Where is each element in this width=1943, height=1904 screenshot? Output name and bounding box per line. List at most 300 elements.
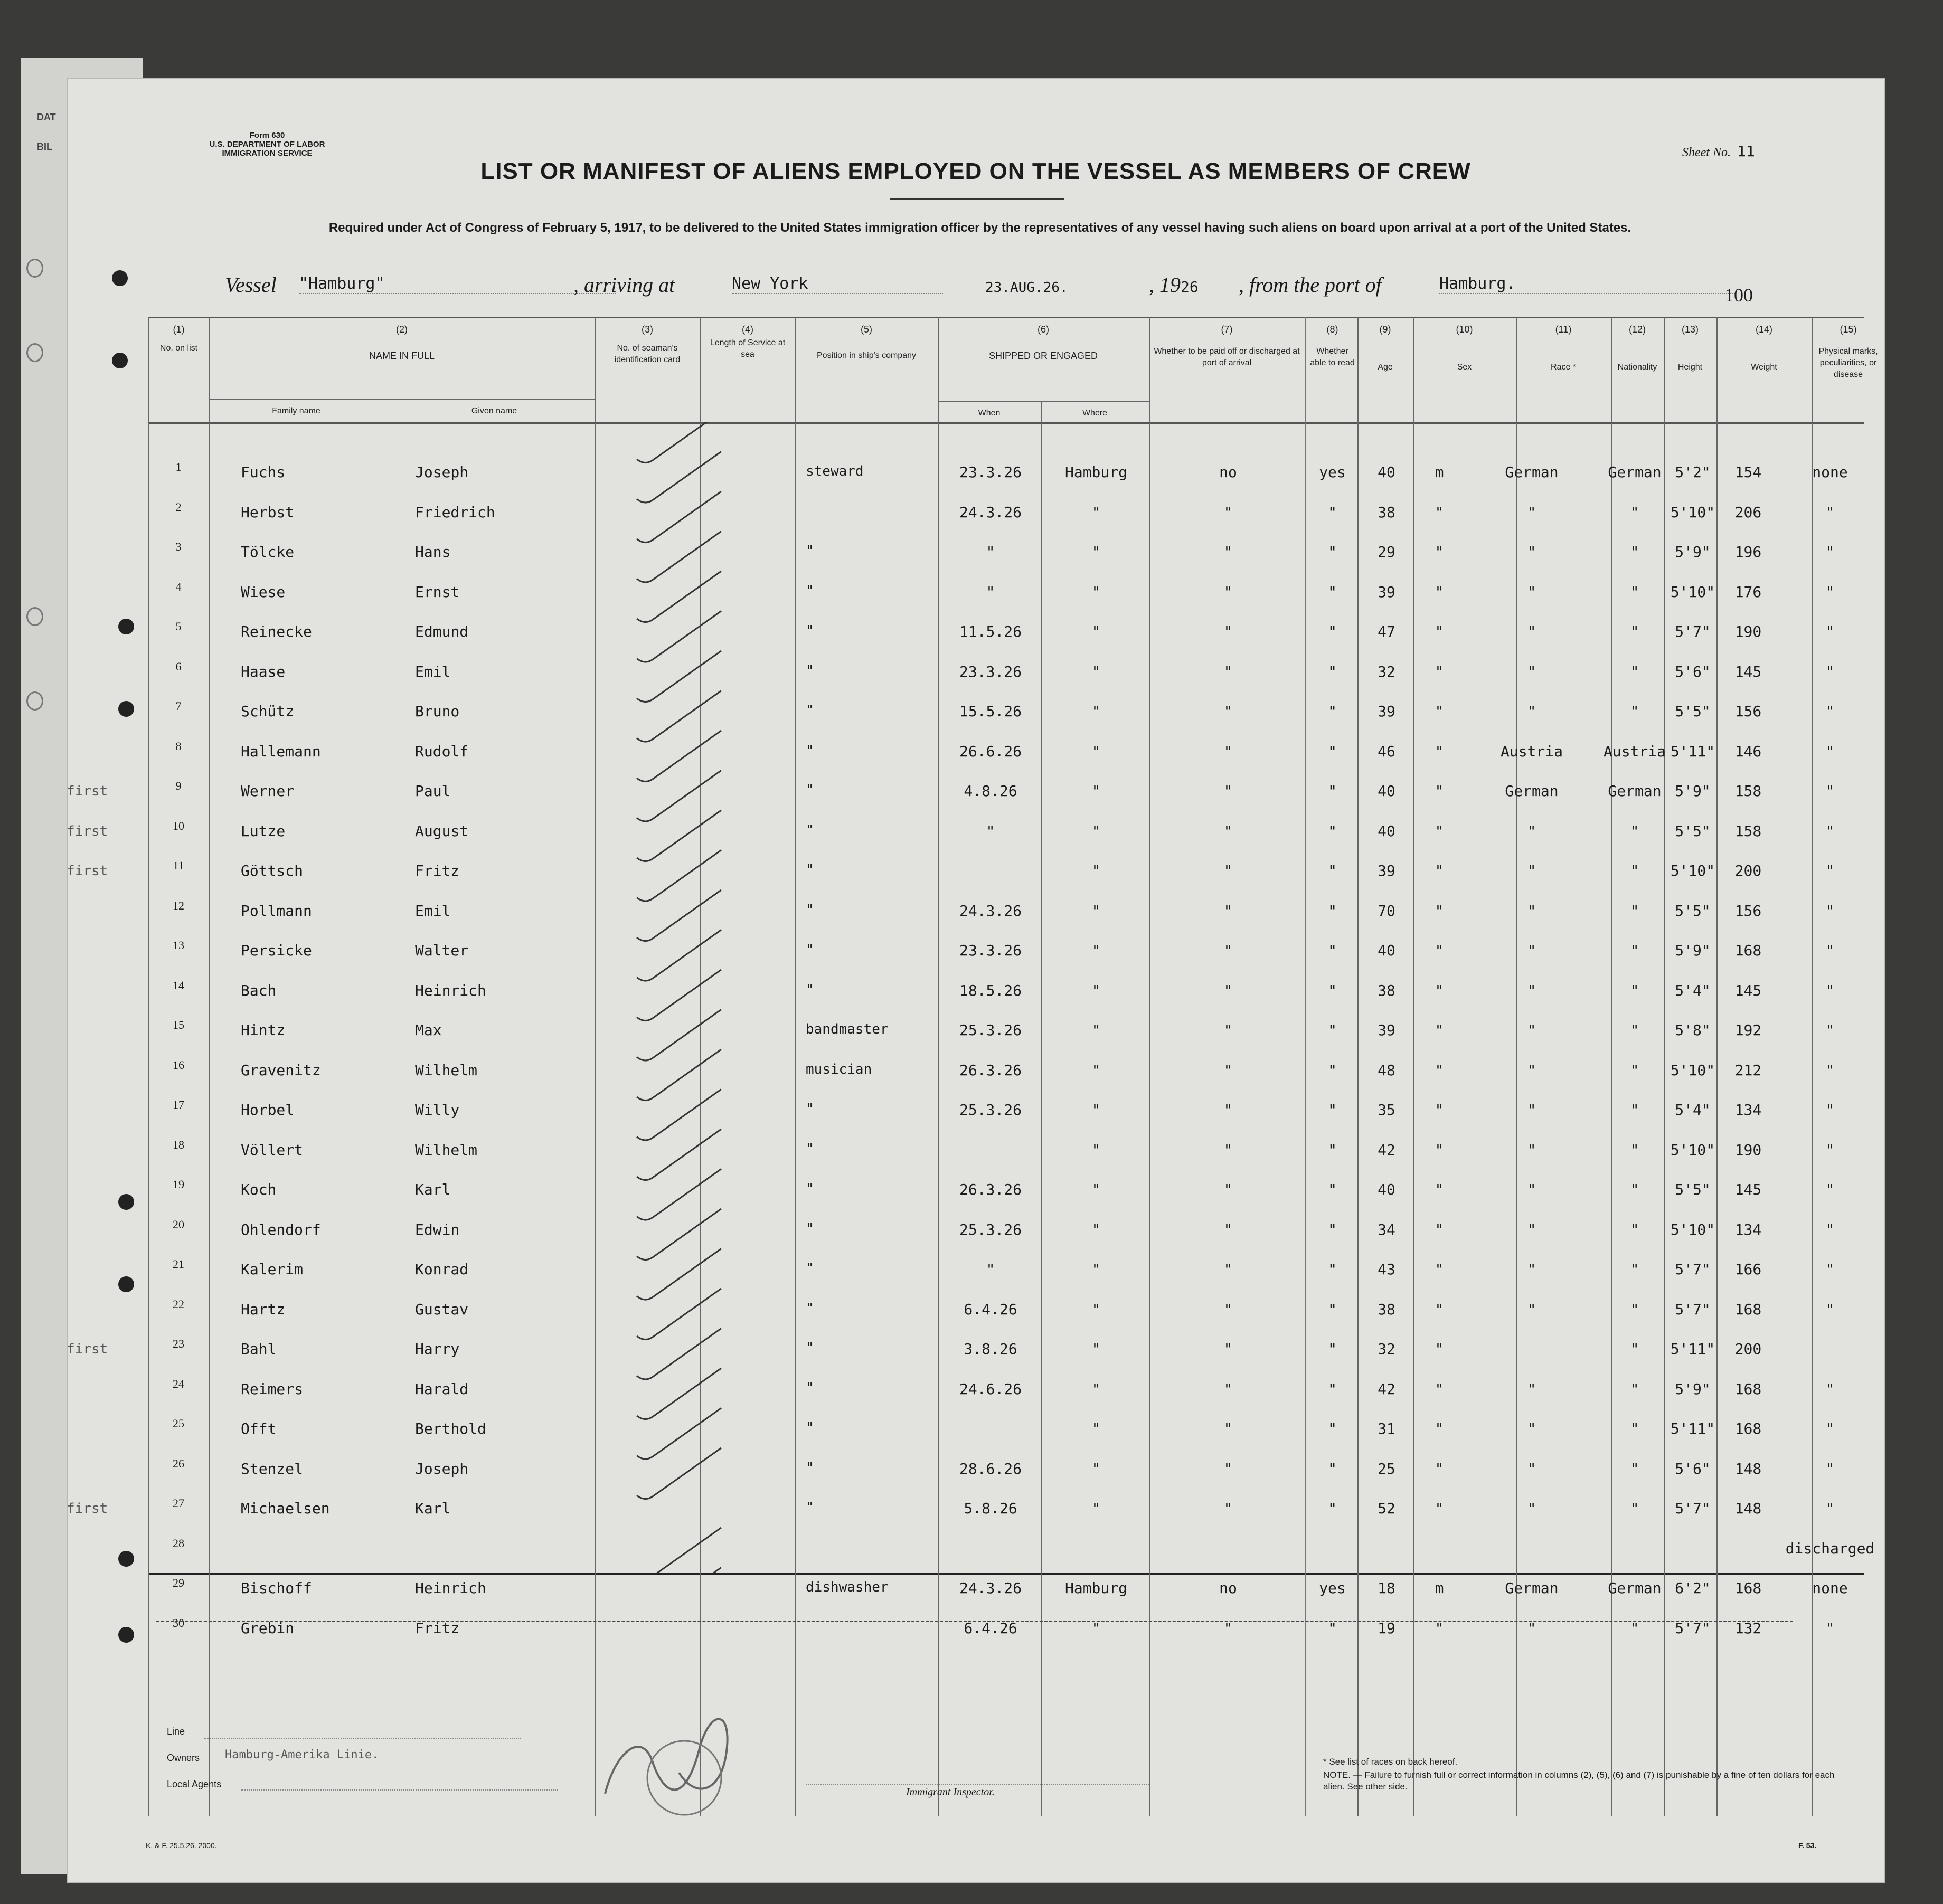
cell-where: "	[1091, 1340, 1101, 1358]
cell-paid: "	[1223, 1420, 1233, 1437]
col-label: Whether able to read	[1310, 347, 1355, 367]
cell-age: 47	[1378, 623, 1395, 640]
cell-race: German	[1505, 1579, 1559, 1597]
cell-age: 29	[1378, 543, 1395, 561]
check-mark	[637, 930, 721, 981]
cell-paid: "	[1223, 862, 1233, 879]
cell-read: "	[1328, 1300, 1337, 1318]
cell-height: 5'9"	[1675, 543, 1711, 561]
cell-weight: 200	[1734, 1340, 1762, 1358]
cell-read: "	[1328, 1380, 1337, 1398]
col-number: (6)	[1037, 324, 1049, 335]
cell-position: "	[806, 1380, 814, 1396]
row-note: first	[67, 783, 108, 799]
cell-marks: "	[1825, 1101, 1835, 1119]
line-field	[204, 1738, 521, 1739]
cell-sex: m	[1435, 1579, 1444, 1597]
cell-family: Werner	[241, 782, 295, 800]
cell-read: "	[1328, 822, 1337, 840]
vessel-name: "Hamburg"	[299, 274, 616, 294]
cell-read: "	[1328, 1181, 1337, 1198]
cell-read: "	[1328, 1220, 1337, 1238]
cell-read: "	[1328, 742, 1337, 760]
printer-mark: K. & F. 25.5.26. 2000.	[146, 1841, 217, 1850]
cell-given: Joseph	[415, 1460, 469, 1477]
cell-when: 4.8.26	[964, 782, 1017, 800]
row-number: 11	[173, 859, 184, 872]
header-bottom-rule	[148, 422, 1864, 424]
cell-position: "	[806, 1460, 814, 1476]
cell-race: Austria	[1500, 742, 1563, 760]
cell-sex: "	[1435, 822, 1444, 840]
row-number: 12	[173, 898, 184, 912]
table-bottom-rule	[148, 1573, 1864, 1575]
cell-when: "	[986, 583, 995, 601]
col-border	[1413, 317, 1414, 1816]
row-number: 1	[175, 460, 182, 473]
cell-given: Gustav	[415, 1300, 469, 1318]
cell-age: 39	[1378, 583, 1395, 601]
cell-position: "	[806, 981, 814, 998]
cell-sex: "	[1435, 623, 1444, 640]
cell-age: 40	[1378, 782, 1395, 800]
cell-read: "	[1328, 623, 1337, 640]
col-number: (15)	[1840, 324, 1857, 335]
binder-hole	[118, 1276, 134, 1292]
cell-height: 5'7"	[1675, 1300, 1711, 1318]
row-number: 4	[175, 580, 182, 593]
cell-family: Stenzel	[241, 1460, 304, 1477]
col-number: (10)	[1456, 324, 1473, 335]
check-mark	[637, 1169, 721, 1220]
cell-race: "	[1527, 1141, 1536, 1159]
cell-read: yes	[1319, 1579, 1346, 1597]
cell-weight: 134	[1734, 1101, 1762, 1119]
cell-race: German	[1505, 782, 1559, 800]
cell-when: 23.3.26	[959, 463, 1022, 481]
cell-position: "	[806, 1141, 814, 1157]
cell-marks: "	[1825, 942, 1835, 959]
col-border	[1041, 401, 1042, 1816]
cell-weight: 212	[1734, 1061, 1762, 1079]
cell-height: 5'7"	[1675, 1619, 1711, 1637]
side-label: BIL	[37, 141, 52, 152]
binder-hole	[112, 270, 128, 286]
cell-race: "	[1527, 1300, 1536, 1318]
cell-nat: "	[1630, 981, 1639, 999]
cell-weight: 145	[1734, 1181, 1762, 1198]
inspector-label: Immigrant Inspector.	[906, 1786, 995, 1798]
cell-sex: "	[1435, 862, 1444, 879]
cell-when: 26.3.26	[959, 1061, 1022, 1079]
cell-marks: "	[1825, 782, 1835, 800]
cell-height: 5'7"	[1675, 1500, 1711, 1517]
cell-race: German	[1505, 463, 1559, 481]
cell-given: Edmund	[415, 623, 469, 640]
cell-age: 25	[1378, 1460, 1395, 1477]
cell-height: 5'10"	[1670, 862, 1715, 879]
check-mark	[637, 1528, 721, 1573]
cell-height: 5'10"	[1670, 1220, 1715, 1238]
cell-family: Hartz	[241, 1300, 286, 1318]
cell-weight: 168	[1734, 1300, 1762, 1318]
row-number: 10	[173, 819, 184, 832]
cell-sex: "	[1435, 1380, 1444, 1398]
cell-nat: "	[1630, 583, 1639, 601]
cell-read: "	[1328, 1141, 1337, 1159]
cell-where: "	[1091, 662, 1101, 680]
cell-given: Heinrich	[415, 981, 486, 999]
cell-height: 5'10"	[1670, 503, 1715, 521]
cell-nat: "	[1630, 1061, 1639, 1079]
check-mark	[637, 1090, 721, 1141]
cell-read: "	[1328, 782, 1337, 800]
cell-paid: "	[1223, 662, 1233, 680]
cell-position: "	[806, 862, 814, 878]
cell-marks: "	[1825, 822, 1835, 840]
binder-hole	[118, 1551, 134, 1567]
cell-given: Karl	[415, 1181, 451, 1198]
underlying-hole	[26, 343, 43, 362]
cell-nat: "	[1630, 942, 1639, 959]
year-suffix: 26	[1181, 278, 1199, 296]
agents-field	[241, 1789, 558, 1791]
cell-position: "	[806, 1101, 814, 1117]
cell-family: Göttsch	[241, 862, 304, 879]
col-header-1	[148, 324, 209, 354]
cell-when: 24.6.26	[959, 1380, 1022, 1398]
cell-given: Emil	[415, 902, 451, 920]
cell-position: "	[806, 703, 814, 718]
col-label: No. on list	[159, 344, 198, 353]
row-note: first	[67, 1501, 108, 1517]
cell-marks: "	[1825, 1300, 1835, 1318]
cell-where: "	[1091, 1061, 1101, 1079]
cell-nat: "	[1630, 1340, 1639, 1358]
cell-when: 25.3.26	[959, 1220, 1022, 1238]
crew-count: 100	[1724, 285, 1753, 306]
cell-nat: "	[1630, 662, 1639, 680]
binder-hole	[112, 353, 128, 368]
cell-weight: 132	[1734, 1619, 1762, 1637]
cell-position: "	[806, 902, 814, 918]
cell-family: Persicke	[241, 942, 312, 959]
cell-race: "	[1527, 1261, 1536, 1278]
cell-when: 15.5.26	[959, 703, 1022, 720]
cell-family: Wiese	[241, 583, 286, 601]
check-strokes	[637, 422, 721, 1573]
row-number: 20	[173, 1217, 184, 1231]
row-note: first	[67, 823, 108, 839]
cell-age: 48	[1378, 1061, 1395, 1079]
row-number: 23	[173, 1337, 184, 1350]
sheet-number-label	[1682, 143, 1755, 160]
cell-height: 5'5"	[1675, 1181, 1711, 1198]
cell-given: Wilhelm	[415, 1061, 478, 1079]
cell-family: Pollmann	[241, 902, 312, 920]
cell-height: 5'7"	[1675, 623, 1711, 640]
cell-age: 32	[1378, 1340, 1395, 1358]
cell-race: "	[1527, 822, 1536, 840]
cell-family: Bischoff	[241, 1579, 312, 1597]
cell-position: bandmaster	[806, 1021, 889, 1037]
cell-where: "	[1091, 942, 1101, 959]
cell-height: 5'10"	[1670, 1061, 1715, 1079]
cell-height: 5'5"	[1675, 822, 1711, 840]
cell-race: "	[1527, 583, 1536, 601]
cell-race: "	[1527, 1220, 1536, 1238]
cell-position: "	[806, 583, 814, 599]
cell-weight: 145	[1734, 662, 1762, 680]
cell-sex: "	[1435, 1500, 1444, 1517]
cell-race: "	[1527, 902, 1536, 920]
cell-height: 5'8"	[1675, 1021, 1711, 1039]
cell-family: Völlert	[241, 1141, 304, 1159]
col-number: (14)	[1755, 324, 1772, 335]
col-header-3	[595, 324, 700, 366]
col-label: Length of Service at sea	[710, 338, 786, 359]
cell-race: "	[1527, 862, 1536, 879]
cell-race: "	[1527, 1460, 1536, 1477]
cell-race: "	[1527, 1181, 1536, 1198]
cell-read: "	[1328, 1500, 1337, 1517]
cell-age: 39	[1378, 703, 1395, 720]
cell-read: "	[1328, 902, 1337, 920]
check-mark	[637, 1448, 721, 1499]
cell-read: "	[1328, 1619, 1337, 1637]
cell-sex: "	[1435, 902, 1444, 920]
cell-weight: 206	[1734, 503, 1762, 521]
cell-age: 40	[1378, 1181, 1395, 1198]
cell-weight: 190	[1734, 1141, 1762, 1159]
cell-nat: Austria	[1603, 742, 1666, 760]
cell-weight: 148	[1734, 1500, 1762, 1517]
family-name-header: Family name	[272, 406, 320, 415]
cell-race: "	[1527, 981, 1536, 999]
cell-where: "	[1091, 1021, 1101, 1039]
row-number: 13	[173, 939, 184, 952]
cell-position: "	[806, 782, 814, 798]
cell-marks: "	[1825, 583, 1835, 601]
check-mark	[637, 771, 721, 822]
cell-read: "	[1328, 1420, 1337, 1437]
cell-paid: "	[1223, 1101, 1233, 1119]
col-number: (5)	[861, 324, 872, 335]
cell-paid: "	[1223, 543, 1233, 561]
cell-where: "	[1091, 1101, 1101, 1119]
cell-when: 24.3.26	[959, 503, 1022, 521]
cell-race: "	[1527, 703, 1536, 720]
binder-hole	[118, 701, 134, 717]
cell-weight: 145	[1734, 981, 1762, 999]
cell-marks: "	[1825, 1261, 1835, 1278]
cell-race: "	[1527, 503, 1536, 521]
cell-weight: 168	[1734, 942, 1762, 959]
col-header-13	[1664, 324, 1716, 373]
row-number: 21	[173, 1257, 184, 1271]
cell-paid: "	[1223, 1181, 1233, 1198]
cell-family: Bach	[241, 981, 277, 999]
from-port: Hamburg.	[1439, 274, 1735, 294]
cell-where: "	[1091, 1460, 1101, 1477]
cell-read: "	[1328, 1340, 1337, 1358]
cell-race: "	[1527, 1021, 1536, 1039]
cell-race: "	[1527, 1101, 1536, 1119]
cell-sex: "	[1435, 1300, 1444, 1318]
cell-family: Reimers	[241, 1380, 304, 1398]
cell-when: "	[986, 1261, 995, 1278]
cell-sex: m	[1435, 463, 1444, 481]
cell-given: Fritz	[415, 862, 460, 879]
cell-marks: "	[1825, 981, 1835, 999]
cell-weight: 156	[1734, 902, 1762, 920]
cell-paid: "	[1223, 742, 1233, 760]
cell-age: 40	[1378, 942, 1395, 959]
cell-where: "	[1091, 1500, 1101, 1517]
row-number: 24	[173, 1377, 184, 1390]
cell-age: 42	[1378, 1380, 1395, 1398]
penalty-note: NOTE. — Failure to furnish full or correct information in columns (2), (5), (6) and (7) is punishable by a fine of ten dollars for each alien. See other side.	[1323, 1770, 1835, 1792]
cell-age: 32	[1378, 662, 1395, 680]
cell-nat: "	[1630, 1261, 1639, 1278]
cell-position: "	[806, 543, 814, 559]
cell-marks: none	[1812, 463, 1848, 481]
cell-read: "	[1328, 1101, 1337, 1119]
cell-paid: "	[1223, 1500, 1233, 1517]
row-number: 29	[173, 1576, 184, 1589]
cell-nat: "	[1630, 862, 1639, 879]
service: IMMIGRATION SERVICE	[222, 149, 313, 158]
cell-nat: "	[1630, 1300, 1639, 1318]
cell-where: "	[1091, 981, 1101, 999]
cell-nat: "	[1630, 1141, 1639, 1159]
col-label: Height	[1677, 363, 1703, 372]
where-header: Where	[1082, 409, 1108, 418]
cell-position: "	[806, 1300, 814, 1316]
cell-race: "	[1527, 1061, 1536, 1079]
arriving-port: New York	[732, 274, 943, 294]
col-border	[1357, 317, 1359, 1816]
cell-sex: "	[1435, 1619, 1444, 1637]
cell-sex: "	[1435, 1141, 1444, 1159]
cell-height: 5'9"	[1675, 942, 1711, 959]
cell-position: "	[806, 742, 814, 759]
cell-sex: "	[1435, 662, 1444, 680]
cell-when: "	[986, 543, 995, 561]
cell-nat: "	[1630, 503, 1639, 521]
col-border	[938, 317, 939, 1816]
cell-paid: "	[1223, 782, 1233, 800]
cell-when: 24.3.26	[959, 902, 1022, 920]
vessel-label: Vessel	[225, 273, 277, 297]
cell-where: "	[1091, 742, 1101, 760]
cell-height: 5'6"	[1675, 662, 1711, 680]
col-label: Position in ship's company	[816, 351, 917, 360]
cell-marks: "	[1825, 1420, 1835, 1437]
cell-marks: "	[1825, 1220, 1835, 1238]
cell-paid: "	[1223, 1380, 1233, 1398]
struck-entry-line	[156, 1621, 1793, 1622]
cell-nat: "	[1630, 1220, 1639, 1238]
cell-position: "	[806, 1500, 814, 1515]
sheet-number: 11	[1737, 143, 1755, 160]
cell-where: "	[1091, 1220, 1101, 1238]
cell-when: 25.3.26	[959, 1021, 1022, 1039]
cell-height: 5'4"	[1675, 981, 1711, 999]
check-mark	[637, 890, 721, 941]
col-number: (8)	[1326, 324, 1338, 335]
cell-when: 5.8.26	[964, 1500, 1017, 1517]
col-number: (1)	[173, 324, 185, 335]
col-number: (13)	[1681, 324, 1699, 335]
cell-given: Willy	[415, 1101, 460, 1119]
check-mark	[637, 1209, 721, 1260]
cell-position: "	[806, 1181, 814, 1197]
cell-sex: "	[1435, 782, 1444, 800]
check-mark	[637, 452, 721, 503]
cell-weight: 176	[1734, 583, 1762, 601]
col-border	[148, 317, 149, 1816]
year-prefix: , 19	[1149, 273, 1181, 297]
cell-race: "	[1527, 1619, 1536, 1637]
cell-where: "	[1091, 822, 1101, 840]
col-number: (7)	[1221, 324, 1233, 335]
col-header-4	[705, 324, 790, 361]
cell-where: Hamburg	[1064, 463, 1127, 481]
cell-position: "	[806, 942, 814, 958]
check-mark	[637, 491, 721, 543]
row-note: first	[67, 863, 108, 879]
cell-nat: "	[1630, 822, 1639, 840]
row-number: 14	[173, 978, 184, 992]
cell-weight: 134	[1734, 1220, 1762, 1238]
cell-weight: 168	[1734, 1579, 1762, 1597]
cell-family: Kalerim	[241, 1261, 304, 1278]
cell-where: "	[1091, 1380, 1101, 1398]
col-header-6	[938, 324, 1149, 362]
cell-height: 5'5"	[1675, 703, 1711, 720]
cell-age: 46	[1378, 742, 1395, 760]
check-mark	[637, 691, 721, 742]
cell-given: Friedrich	[415, 503, 495, 521]
cell-sex: "	[1435, 503, 1444, 521]
given-name-header: Given name	[471, 406, 517, 415]
cell-where: "	[1091, 1141, 1101, 1159]
col-header-5	[800, 324, 932, 362]
cell-paid: "	[1223, 981, 1233, 999]
cell-read: "	[1328, 1460, 1337, 1477]
cell-when: 6.4.26	[964, 1300, 1017, 1318]
cell-nat: German	[1608, 1579, 1662, 1597]
col-label: Nationality	[1617, 363, 1657, 372]
cell-paid: "	[1223, 703, 1233, 720]
card-check-marks	[595, 422, 795, 1573]
cell-paid: "	[1223, 822, 1233, 840]
cell-paid: "	[1223, 1340, 1233, 1358]
cell-height: 5'6"	[1675, 1460, 1711, 1477]
year-label	[1149, 272, 1199, 297]
cell-family: Schütz	[241, 703, 295, 720]
cell-age: 35	[1378, 1101, 1395, 1119]
cell-given: Edwin	[415, 1220, 460, 1238]
cell-weight: 168	[1734, 1420, 1762, 1437]
row-number: 18	[173, 1138, 184, 1151]
cell-sex: "	[1435, 703, 1444, 720]
cell-read: "	[1328, 981, 1337, 999]
cell-nat: "	[1630, 1380, 1639, 1398]
cell-read: "	[1328, 543, 1337, 561]
row-number: 27	[173, 1496, 184, 1510]
